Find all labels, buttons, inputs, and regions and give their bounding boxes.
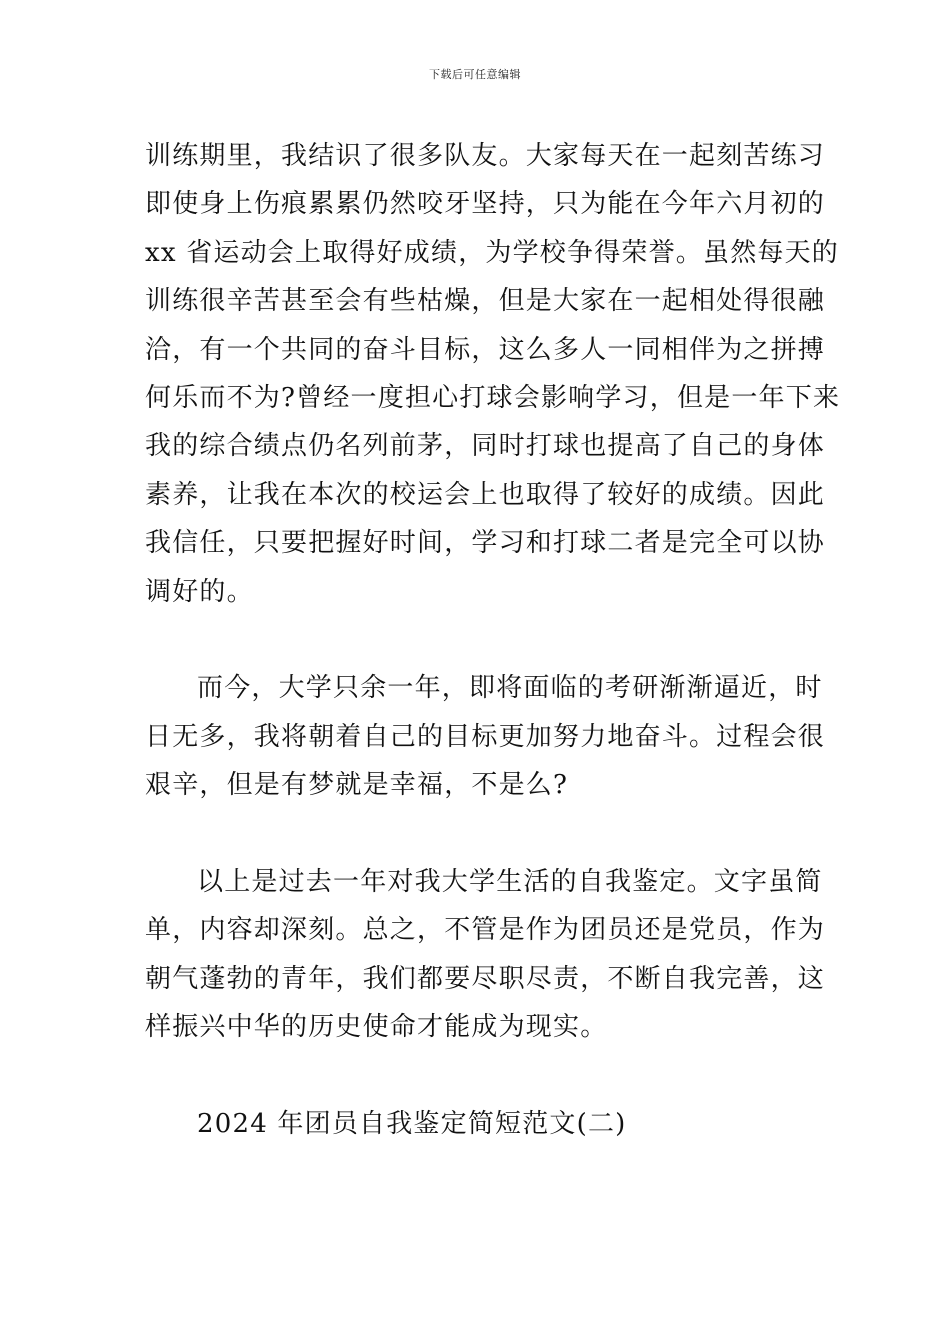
text-line: 样振兴中华的历史使命才能成为现实。 xyxy=(145,1012,608,1043)
text-line: 日无多，我将朝着自己的目标更加努力地奋斗。过程会很 xyxy=(145,721,826,752)
text-line: 以上是过去一年对我大学生活的自我鉴定。文字虽简 xyxy=(197,866,823,897)
heading-text: 2024 年团员自我鉴定简短范文(二) xyxy=(197,1108,627,1139)
document-body xyxy=(145,132,841,1148)
paragraph-1 xyxy=(145,132,841,616)
paragraph-spacer xyxy=(145,809,815,857)
text-line: 洽，有一个共同的奋斗目标，这么多人一同相伴为之拼搏 xyxy=(145,334,826,365)
paragraph-spacer xyxy=(145,616,815,664)
text-line: 我的综合绩点仍名列前茅，同时打球也提高了自己的身体 xyxy=(145,431,826,462)
text-line: 何乐而不为?曾经一度担心打球会影响学习，但是一年下来 xyxy=(145,382,841,413)
text-line: 艰辛，但是有梦就是幸福，不是么? xyxy=(145,770,569,801)
paragraph-spacer xyxy=(145,1051,815,1099)
text-line: xx 省运动会上取得好成绩，为学校争得荣誉。虽然每天的 xyxy=(145,237,839,268)
text-line: 而今，大学只余一年，即将面临的考研渐渐逼近，时 xyxy=(197,673,823,704)
text-line: 朝气蓬勃的青年，我们都要尽职尽责，不断自我完善，这 xyxy=(145,963,826,994)
paragraph-2 xyxy=(145,664,826,809)
text-line: 素养，让我在本次的校运会上也取得了较好的成绩。因此 xyxy=(145,479,826,510)
text-line: 即使身上伤痕累累仍然咬牙坚持，只为能在今年六月初的 xyxy=(145,189,826,220)
section-heading xyxy=(145,1100,815,1148)
text-line: 我信任，只要把握好时间，学习和打球二者是完全可以协 xyxy=(145,528,826,559)
text-line: 训练期里，我结识了很多队友。大家每天在一起刻苦练习 xyxy=(145,141,826,171)
page-header: 下载后可任意编辑 xyxy=(429,68,521,81)
text-line: 调好的。 xyxy=(145,576,254,607)
text-line: 训练很辛苦甚至会有些枯燥，但是大家在一起相处得很融 xyxy=(145,286,826,317)
paragraph-3 xyxy=(145,858,826,1052)
text-line: 单，内容却深刻。总之，不管是作为团员还是党员，作为 xyxy=(145,915,826,946)
